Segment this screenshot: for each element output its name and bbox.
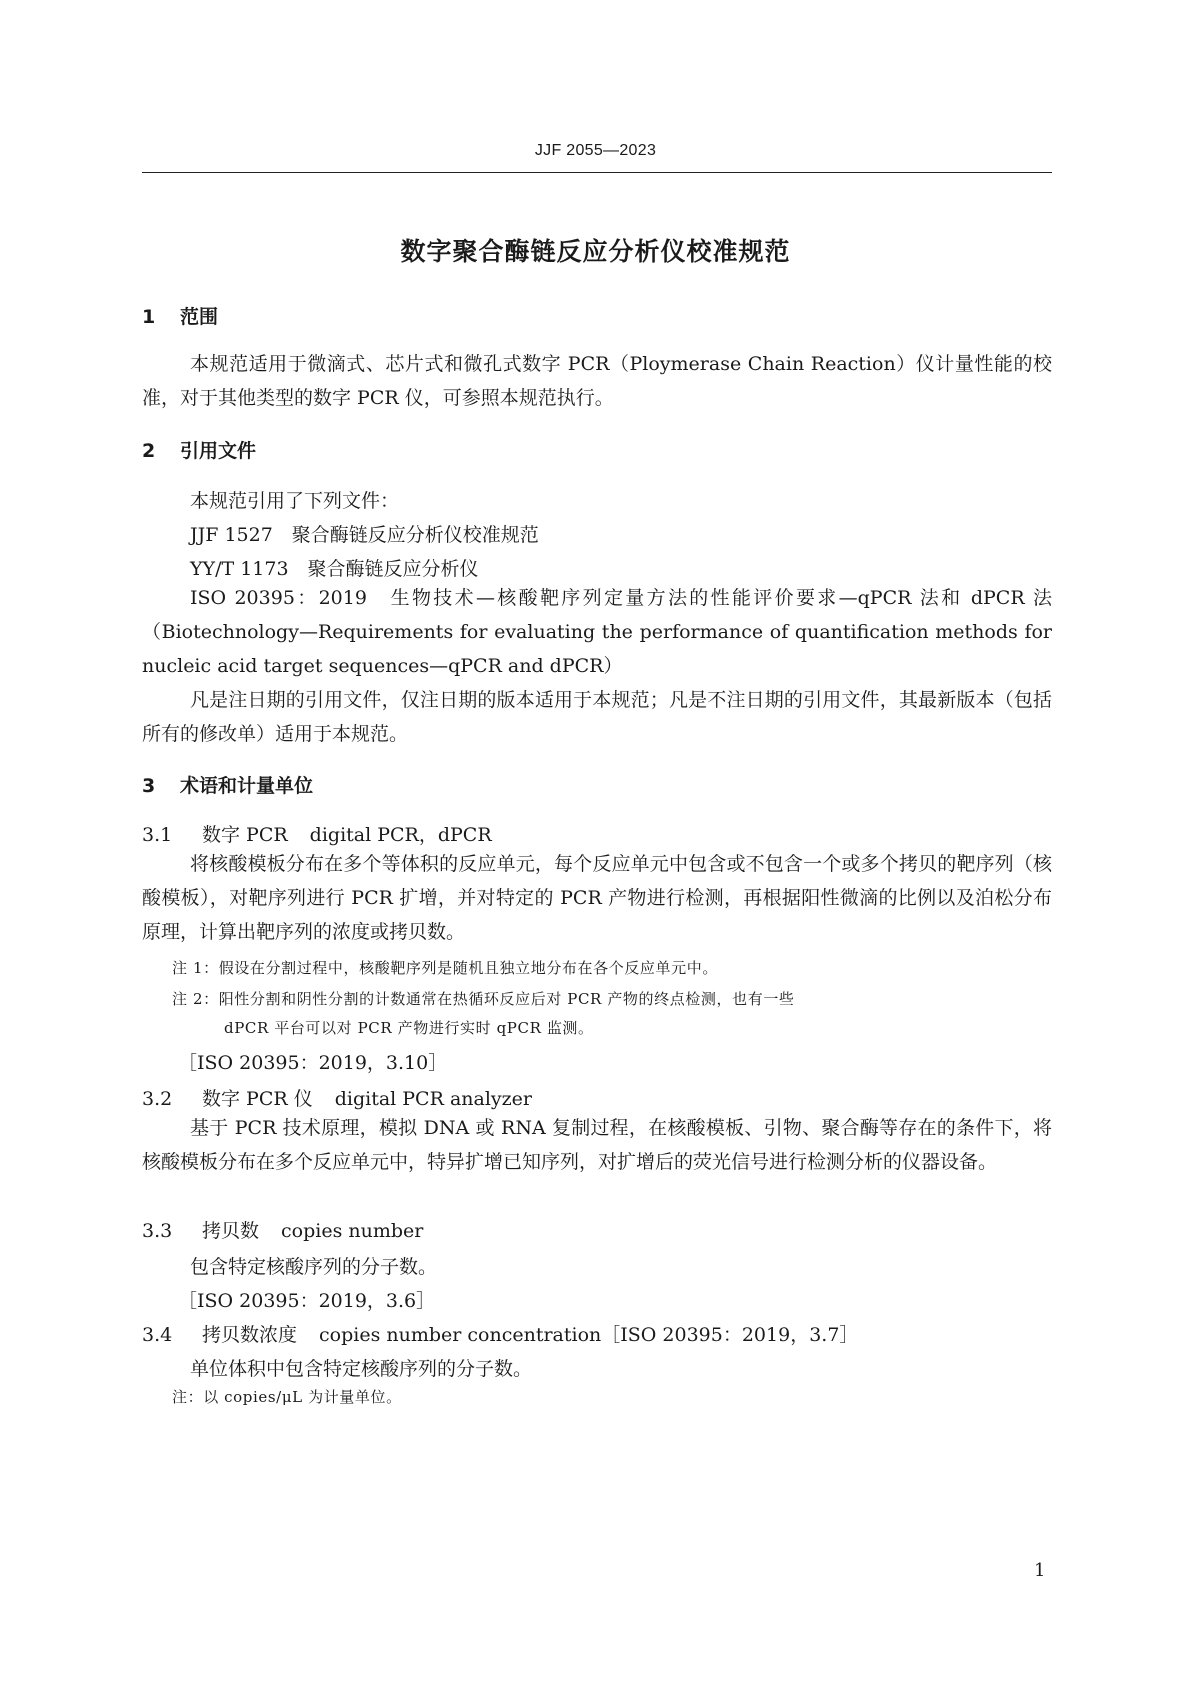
term-note-continued: dPCR 平台可以对 PCR 产物进行实时 qPCR 监测。: [224, 1019, 594, 1037]
section-number: 1: [142, 306, 156, 328]
term-heading: [142, 1084, 532, 1111]
section-title: 范围: [180, 306, 219, 328]
term-name-zh: 数字 PCR 仪: [202, 1088, 313, 1110]
references-intro: 本规范引用了下列文件：: [190, 490, 400, 512]
section-1-paragraph: 本规范适用于微滴式、芯片式和微孔式数字 PCR（Ploymerase Chain Reaction）仪计量性能的校准，对于其他类型的数字 PCR 仪，可参照本规范执行。: [142, 353, 1052, 409]
term-note: 注 1：假设在分割过程中，核酸靶序列是随机且独立地分布在各个反应单元中。: [172, 959, 718, 977]
term-name-zh: 数字 PCR: [202, 824, 288, 846]
section-1-heading: [142, 302, 218, 329]
header-divider: [142, 172, 1052, 173]
section-title: 术语和计量单位: [180, 775, 314, 797]
term-number: 3.4: [142, 1324, 173, 1346]
reference-item: ISO 20395：2019 生物技术—核酸靶序列定量方法的性能评价要求—qPCR 法和 dPCR 法（Biotechnology—Requirements for evaluating the performance of quantification methods for nucleic acid target sequences—qPCR and dPCR）: [142, 587, 1052, 677]
references-note-paragraph: 凡是注日期的引用文件，仅注日期的版本适用于本规范；凡是不注日期的引用文件，其最新版本（包括所有的修改单）适用于本规范。: [142, 689, 1052, 745]
term-name-zh: 拷贝数: [202, 1220, 260, 1242]
document-code: JJF 2055—2023: [534, 142, 657, 159]
term-name-zh: 拷贝数浓度: [202, 1324, 298, 1346]
reference-item: JJF 1527 聚合酶链反应分析仪校准规范: [190, 524, 539, 546]
term-note: 注：以 copies/μL 为计量单位。: [172, 1388, 402, 1406]
page-number: 1: [1034, 1560, 1046, 1581]
term-source: ［ISO 20395：2019，3.6］: [178, 1290, 436, 1312]
term-heading: [142, 1320, 858, 1347]
term-number: 3.1: [142, 824, 173, 846]
term-name-en: copies number: [281, 1220, 424, 1242]
reference-item: YY/T 1173 聚合酶链反应分析仪: [190, 558, 479, 580]
section-title: 引用文件: [180, 440, 257, 462]
term-definition: 将核酸模板分布在多个等体积的反应单元，每个反应单元中包含或不包含一个或多个拷贝的靶序列（核酸模板），对靶序列进行 PCR 扩增，并对特定的 PCR 产物进行检测，再根据阳性微滴的比例以及泊松分布原理，计算出靶序列的浓度或拷贝数。: [142, 853, 1052, 943]
term-heading: [142, 1216, 423, 1243]
term-definition: 包含特定核酸序列的分子数。: [190, 1256, 438, 1278]
term-source: ［ISO 20395：2019，3.10］: [178, 1052, 448, 1074]
section-3-heading: [142, 771, 313, 798]
term-name-en: copies number concentration［ISO 20395：2019，3.7］: [319, 1324, 859, 1346]
section-2-heading: [142, 436, 256, 463]
term-note: 注 2：阳性分割和阴性分割的计数通常在热循环反应后对 PCR 产物的终点检测，也有一些: [172, 990, 795, 1008]
term-name-en: digital PCR，dPCR: [309, 824, 492, 846]
term-definition: 基于 PCR 技术原理，模拟 DNA 或 RNA 复制过程，在核酸模板、引物、聚合酶等存在的条件下，将核酸模板分布在多个反应单元中，特异扩增已知序列，对扩增后的荧光信号进行检测分析的仪器设备。: [142, 1117, 1052, 1173]
term-heading: [142, 820, 492, 847]
section-number: 3: [142, 775, 156, 797]
term-name-en: digital PCR analyzer: [334, 1088, 532, 1110]
term-number: 3.3: [142, 1220, 173, 1242]
term-definition: 单位体积中包含特定核酸序列的分子数。: [190, 1358, 533, 1380]
page-title: 数字聚合酶链反应分析仪校准规范: [400, 237, 791, 266]
term-number: 3.2: [142, 1088, 173, 1110]
section-number: 2: [142, 440, 156, 462]
